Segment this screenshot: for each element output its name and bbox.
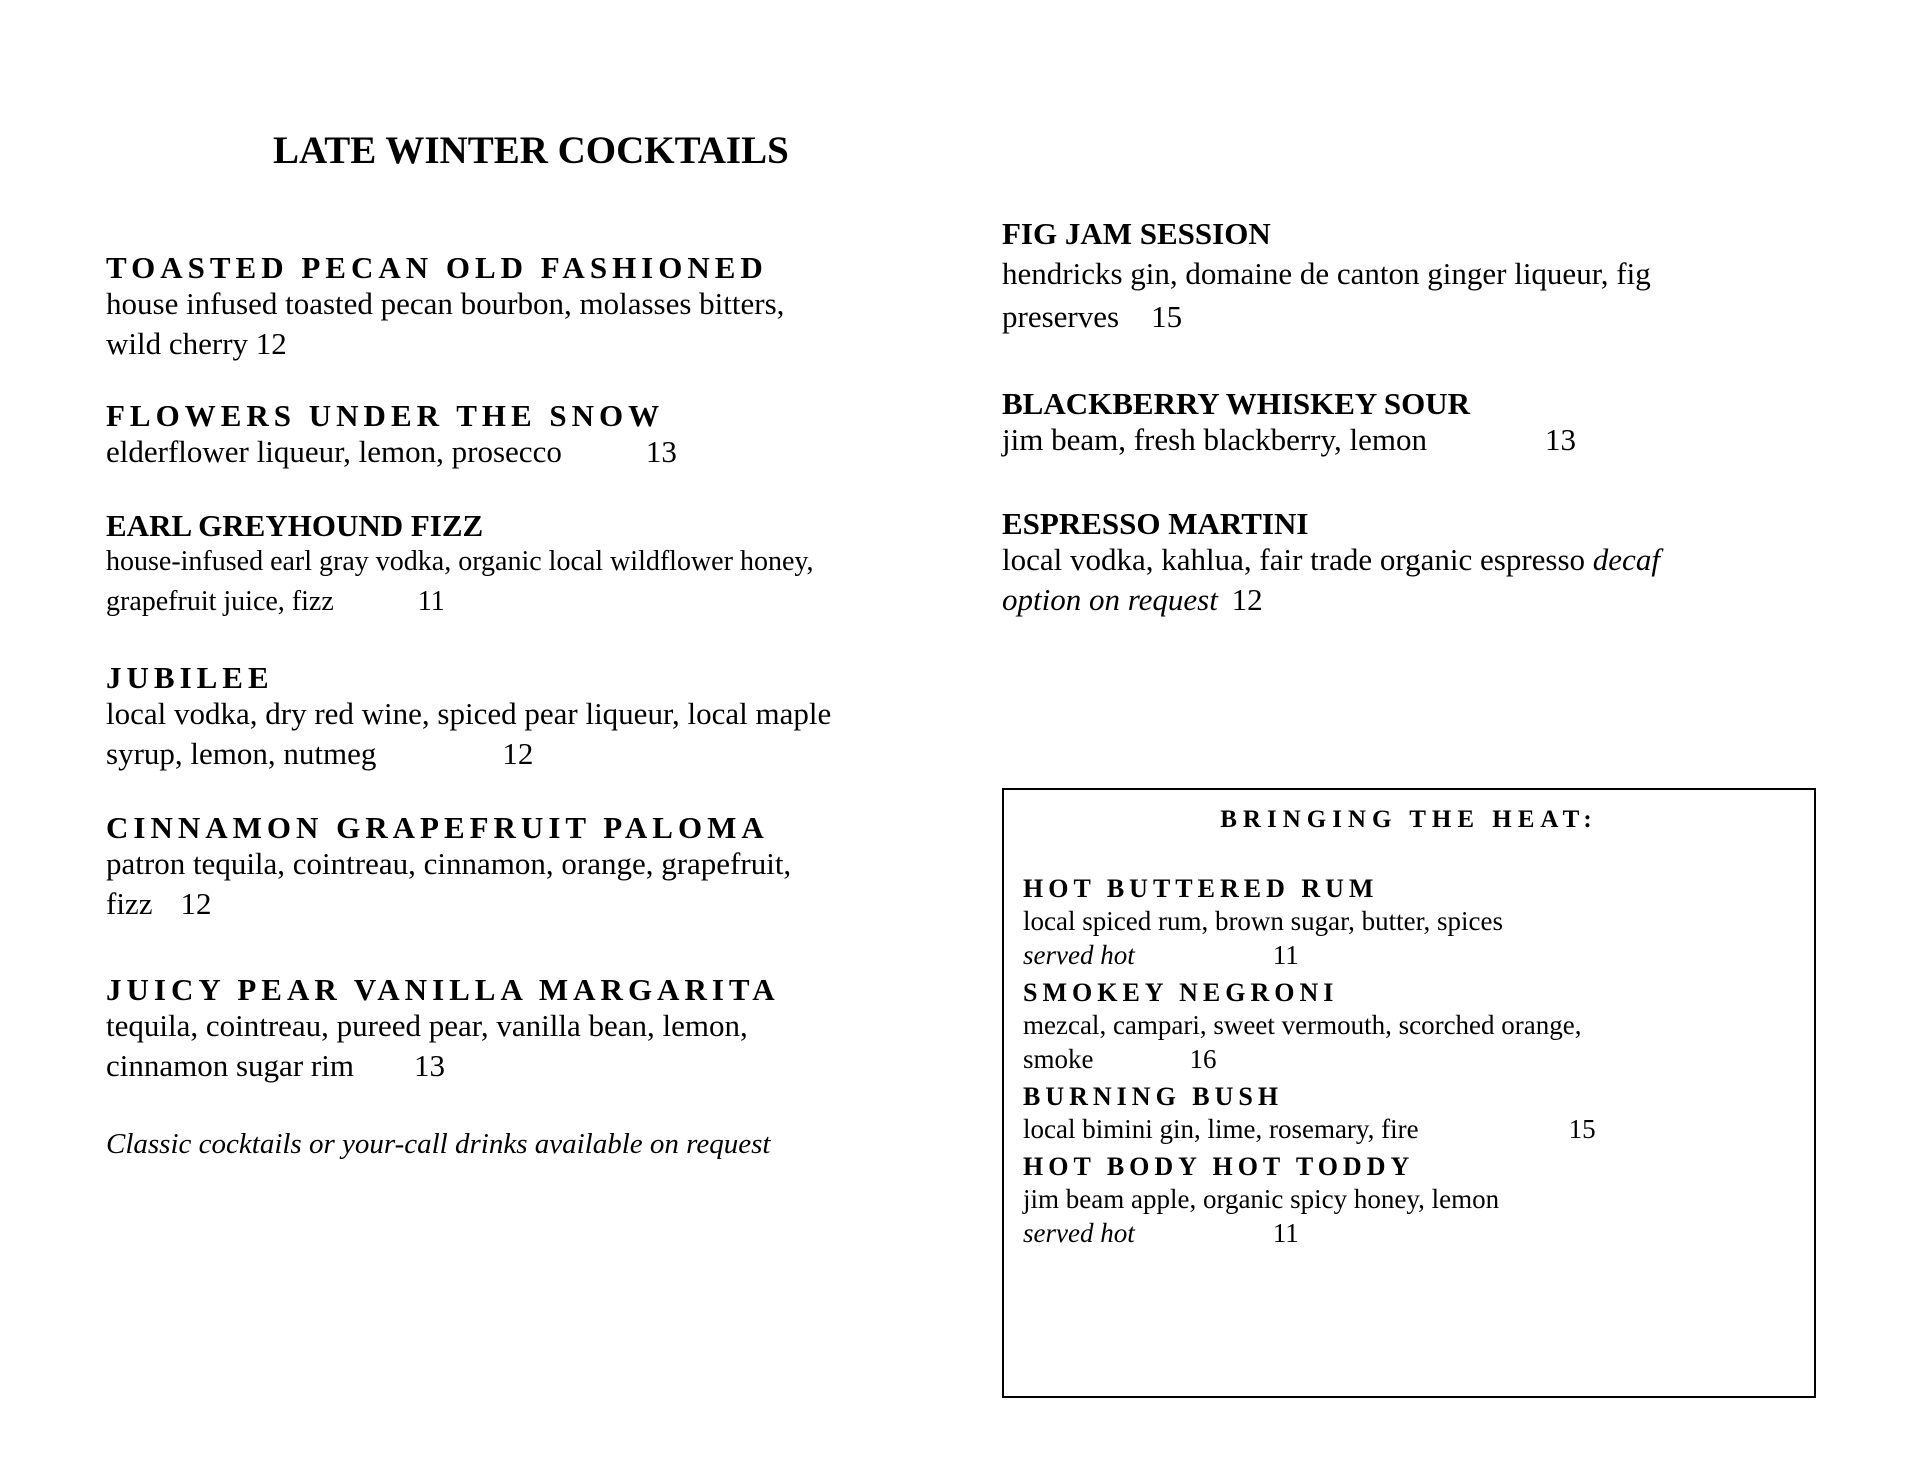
menu-title: LATE WINTER COCKTAILS xyxy=(273,129,789,172)
item-description-line: mezcal, campari, sweet vermouth, scorched orange, xyxy=(1023,1010,1582,1040)
item-description xyxy=(1023,1008,1803,1076)
item-price: 16 xyxy=(1189,1044,1217,1074)
item-description-line: smoke 16 xyxy=(1023,1044,1217,1074)
item-description-line: local vodka, kahlua, fair trade organic espresso decaf xyxy=(1002,542,1660,577)
item-description-line: local vodka, dry red wine, spiced pear liqueur, local maple xyxy=(106,696,832,731)
item-description xyxy=(106,1006,986,1086)
item-description-line: served hot 11 xyxy=(1023,1218,1299,1248)
item-description-line: jim beam, fresh blackberry, lemon xyxy=(1002,422,1427,457)
item-description-line: jim beam apple, organic spicy honey, lemon xyxy=(1023,1184,1500,1214)
item-name: JUICY PEAR VANILLA MARGARITA xyxy=(106,972,780,1007)
item-name: EARL GREYHOUND FIZZ xyxy=(106,508,484,543)
item-price: 13 xyxy=(645,434,677,469)
menu-item-fig-jam-session xyxy=(1002,216,1882,338)
item-description-line: served hot 11 xyxy=(1023,940,1299,970)
item-description-line: grapefruit juice, fizz 11 xyxy=(106,582,986,622)
item-description xyxy=(1023,1112,1803,1146)
item-price: 15 xyxy=(1568,1114,1596,1144)
item-description xyxy=(106,844,986,924)
item-price: 12 xyxy=(502,736,534,771)
item-price: 12 xyxy=(255,326,287,361)
menu-item-flowers-under-the-snow xyxy=(106,398,986,472)
item-name: BURNING BUSH xyxy=(1023,1082,1284,1111)
menu-item-earl-greyhound-fizz xyxy=(106,508,986,622)
item-name: FIG JAM SESSION xyxy=(1002,216,1271,251)
item-description-line: preserves 15 xyxy=(1002,295,1882,338)
menu-item-toasted-pecan-old-fashioned xyxy=(106,250,986,364)
item-name: TOASTED PECAN OLD FASHIONED xyxy=(106,250,768,285)
item-price: 11 xyxy=(417,586,445,617)
menu-item-espresso-martini xyxy=(1002,506,1882,620)
menu-item-juicy-pear-vanilla-margarita xyxy=(106,972,986,1086)
item-price: 15 xyxy=(1151,299,1183,334)
item-price: 13 xyxy=(1544,422,1576,457)
item-description-line: syrup, lemon, nutmeg 12 xyxy=(106,734,986,774)
item-description xyxy=(1002,252,1882,338)
hot-item-hot-buttered-rum xyxy=(1023,874,1803,972)
item-description-line: tequila, cointreau, pureed pear, vanilla bean, lemon, xyxy=(106,1008,748,1043)
menu-item-blackberry-whiskey-sour xyxy=(1002,386,1882,460)
item-description-line: wild cherry 12 xyxy=(106,324,986,364)
hot-drinks-title: BRINGING THE HEAT: xyxy=(1220,806,1598,833)
item-description xyxy=(1023,904,1803,972)
item-description xyxy=(106,284,986,364)
item-name: JUBILEE xyxy=(106,660,274,695)
item-description-line: house-infused earl gray vodka, organic local wildflower honey, xyxy=(106,546,814,577)
item-name: HOT BODY HOT TODDY xyxy=(1023,1152,1415,1181)
item-price: 12 xyxy=(1231,582,1263,617)
footnote: Classic cocktails or your-call drinks available on request xyxy=(106,1128,771,1160)
item-description-line: elderflower liqueur, lemon, prosecco xyxy=(106,434,562,469)
item-description-line: fizz 12 xyxy=(106,884,986,924)
item-name: HOT BUTTERED RUM xyxy=(1023,874,1379,903)
item-description-line: hendricks gin, domaine de canton ginger liqueur, fig xyxy=(1002,256,1651,291)
item-description xyxy=(106,542,986,622)
item-description-line: cinnamon sugar rim 13 xyxy=(106,1046,986,1086)
item-description-line: local spiced rum, brown sugar, butter, spices xyxy=(1023,906,1503,936)
item-description xyxy=(106,694,986,774)
item-price: 11 xyxy=(1272,940,1299,970)
item-description xyxy=(1002,420,1882,460)
item-description-line: patron tequila, cointreau, cinnamon, orange, grapefruit, xyxy=(106,846,792,881)
item-description xyxy=(106,432,986,472)
item-name: FLOWERS UNDER THE SNOW xyxy=(106,398,665,433)
item-description xyxy=(1023,1182,1803,1250)
hot-drinks-box xyxy=(1002,788,1816,1398)
item-name: CINNAMON GRAPEFRUIT PALOMA xyxy=(106,810,769,845)
item-name: ESPRESSO MARTINI xyxy=(1002,506,1309,541)
item-description-line: local bimini gin, lime, rosemary, fire xyxy=(1023,1114,1419,1144)
item-name: SMOKEY NEGRONI xyxy=(1023,978,1339,1007)
menu-item-jubilee xyxy=(106,660,986,774)
item-name: BLACKBERRY WHISKEY SOUR xyxy=(1002,386,1471,421)
hot-item-smokey-negroni xyxy=(1023,978,1803,1076)
menu-item-cinnamon-grapefruit-paloma xyxy=(106,810,986,924)
item-price: 12 xyxy=(180,886,212,921)
item-description-line: house infused toasted pecan bourbon, molasses bitters, xyxy=(106,286,785,321)
hot-item-burning-bush xyxy=(1023,1082,1803,1146)
item-description-line: option on request 12 xyxy=(1002,580,1882,620)
item-description xyxy=(1002,540,1882,620)
item-price: 11 xyxy=(1272,1218,1299,1248)
hot-item-hot-body-hot-toddy xyxy=(1023,1152,1803,1250)
item-price: 13 xyxy=(413,1048,445,1083)
